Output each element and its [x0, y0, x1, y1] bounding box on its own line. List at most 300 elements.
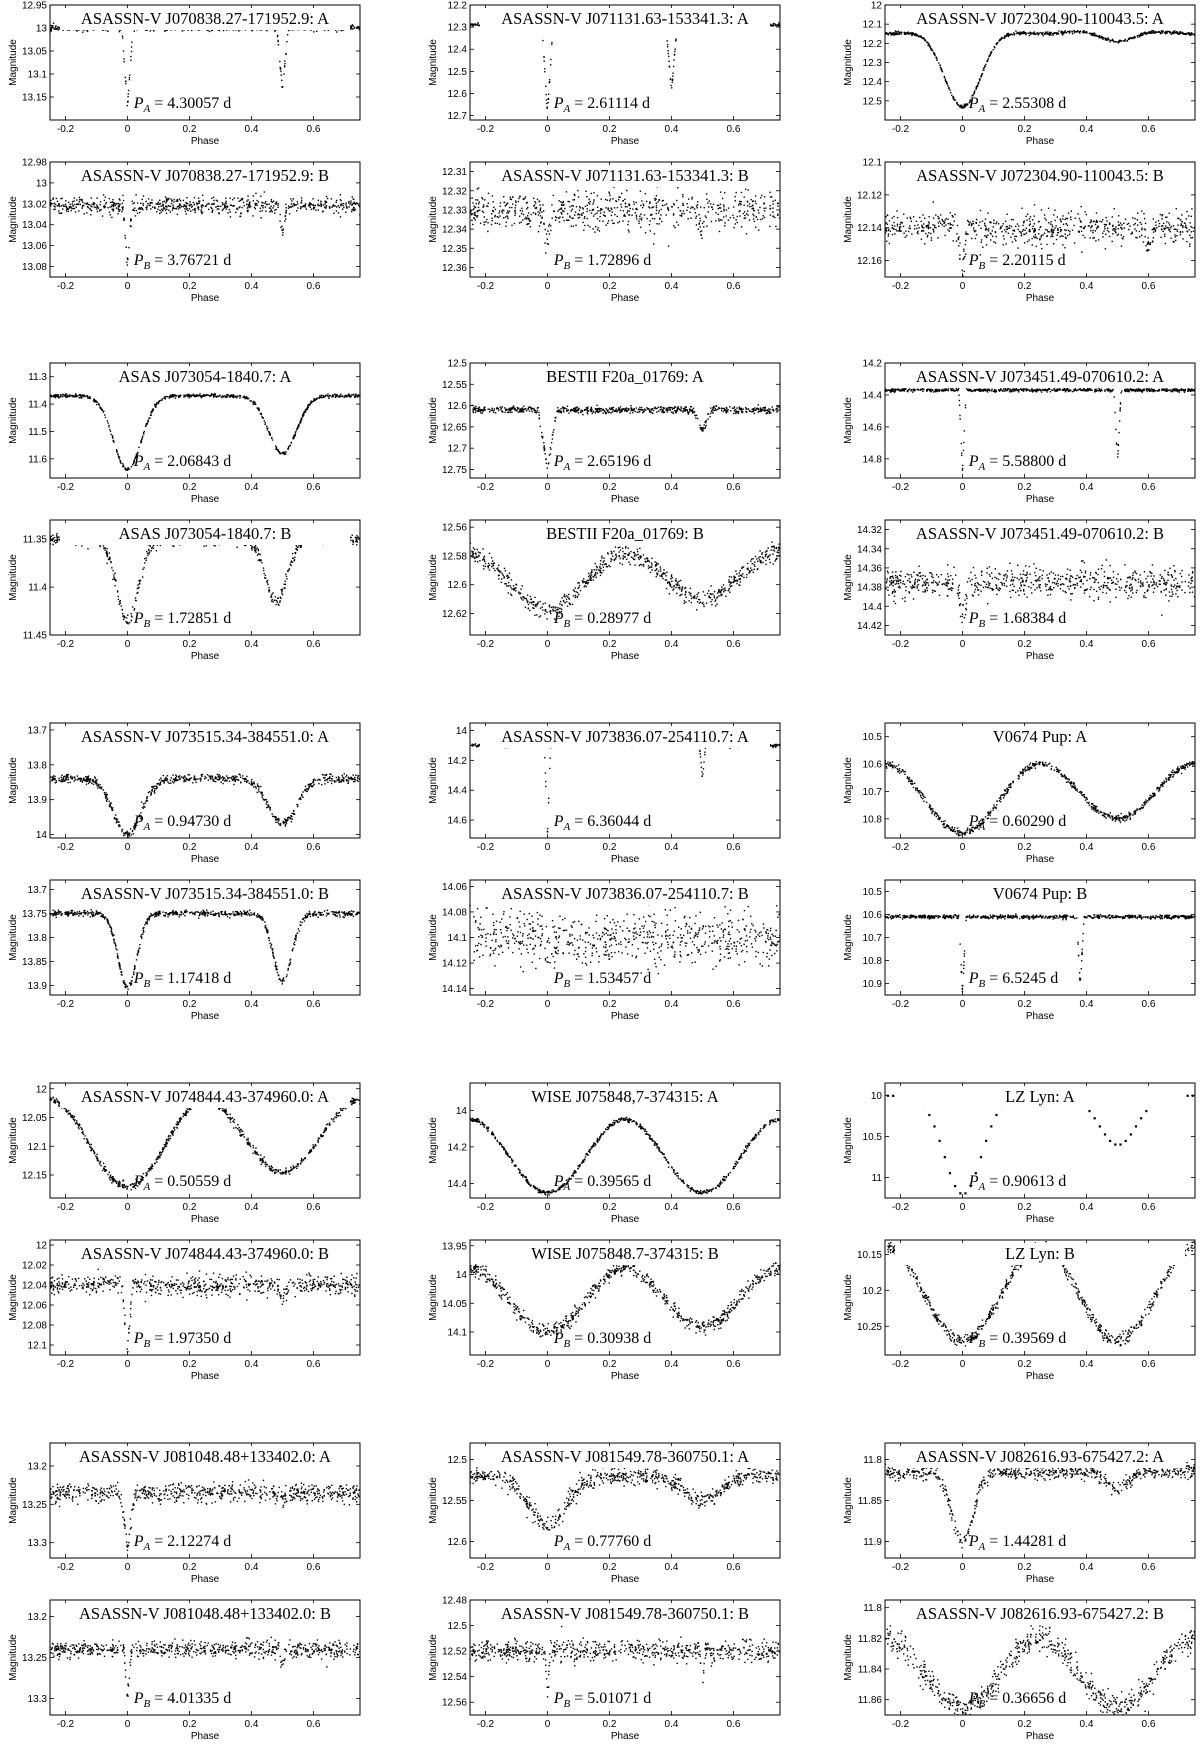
data-point: [225, 201, 226, 202]
data-point: [73, 396, 74, 397]
data-point: [599, 230, 600, 231]
data-point: [471, 220, 472, 221]
data-point: [119, 31, 120, 32]
data-point: [696, 205, 697, 206]
data-point: [162, 210, 163, 211]
data-point: [315, 209, 316, 210]
data-point: [1181, 223, 1182, 224]
data-point: [507, 218, 508, 219]
data-point: [944, 219, 945, 220]
data-point: [171, 203, 172, 204]
data-point: [247, 195, 248, 196]
data-point: [1144, 218, 1145, 219]
data-point: [642, 207, 643, 208]
data-point: [148, 198, 149, 199]
data-point: [1175, 32, 1176, 33]
chart-panel: [428, 1, 780, 148]
data-point: [1115, 232, 1116, 233]
data-point: [1021, 235, 1022, 236]
data-point: [130, 60, 131, 61]
data-point: [1045, 33, 1046, 34]
data-point: [74, 204, 75, 205]
data-point: [584, 216, 585, 217]
y-tick-label: 12: [871, 1, 883, 12]
data-point: [773, 23, 774, 24]
data-point: [143, 195, 144, 196]
data-point: [924, 38, 925, 39]
data-point: [659, 210, 660, 211]
data-point: [99, 204, 100, 205]
data-point: [350, 202, 351, 203]
data-point: [687, 203, 688, 204]
data-point: [553, 195, 554, 196]
data-point: [619, 221, 620, 222]
data-point: [752, 201, 753, 202]
data-point: [1044, 233, 1045, 234]
data-point: [913, 33, 914, 34]
data-point: [170, 211, 171, 212]
data-point: [1141, 210, 1142, 211]
data-point: [331, 198, 332, 199]
data-point: [979, 79, 980, 80]
data-point: [281, 87, 282, 88]
data-point: [126, 262, 127, 263]
data-point: [62, 204, 63, 205]
data-point: [350, 28, 351, 29]
data-point: [764, 210, 765, 211]
data-point: [1133, 224, 1134, 225]
data-point: [97, 211, 98, 212]
data-point: [491, 213, 492, 214]
data-point: [265, 211, 266, 212]
data-point: [139, 207, 140, 208]
data-point: [541, 218, 542, 219]
data-point: [740, 203, 741, 204]
data-point: [656, 203, 657, 204]
data-point: [227, 212, 228, 213]
data-point: [1146, 32, 1147, 33]
data-point: [1079, 218, 1080, 219]
data-point: [475, 207, 476, 208]
data-point: [739, 201, 740, 202]
period-subscript: B: [143, 260, 150, 272]
data-point: [1169, 229, 1170, 230]
data-point: [756, 216, 757, 217]
data-point: [487, 222, 488, 223]
data-point: [310, 207, 311, 208]
data-point: [945, 80, 946, 81]
data-point: [572, 209, 573, 210]
data-point: [91, 197, 92, 198]
data-point: [1186, 218, 1187, 219]
data-point: [514, 211, 515, 212]
data-point: [674, 204, 675, 205]
data-point: [1102, 236, 1103, 237]
data-point: [764, 203, 765, 204]
data-point: [345, 204, 346, 205]
data-point: [1182, 227, 1183, 228]
data-point: [159, 213, 160, 214]
data-point: [476, 203, 477, 204]
data-point: [1097, 226, 1098, 227]
data-point: [55, 27, 56, 28]
data-point: [86, 395, 87, 396]
data-point: [1030, 223, 1031, 224]
data-point: [157, 209, 158, 210]
data-point: [690, 207, 691, 208]
data-point: [599, 220, 600, 221]
data-point: [1090, 219, 1091, 220]
data-point: [1036, 246, 1037, 247]
data-point: [649, 230, 650, 231]
data-point: [1035, 234, 1036, 235]
data-point: [723, 204, 724, 205]
data-point: [488, 203, 489, 204]
data-point: [501, 211, 502, 212]
y-tick-label: 12.5: [448, 67, 468, 78]
data-point: [215, 395, 216, 396]
data-point: [539, 204, 540, 205]
data-point: [749, 203, 750, 204]
data-point: [668, 210, 669, 211]
data-point: [701, 234, 702, 235]
data-point: [110, 202, 111, 203]
data-point: [586, 208, 587, 209]
data-point: [576, 206, 577, 207]
data-point: [592, 228, 593, 229]
data-point: [1124, 227, 1125, 228]
data-point: [280, 227, 281, 228]
data-point: [1108, 39, 1109, 40]
data-point: [744, 215, 745, 216]
data-point: [317, 203, 318, 204]
data-point: [86, 212, 87, 213]
data-point: [353, 25, 354, 26]
data-point: [550, 225, 551, 226]
data-point: [1012, 241, 1013, 242]
data-point: [350, 25, 351, 26]
data-point: [888, 235, 889, 236]
period-subscript: A: [142, 103, 150, 115]
data-point: [636, 215, 637, 216]
data-point: [1045, 219, 1046, 220]
data-point: [546, 233, 547, 234]
data-point: [144, 431, 145, 432]
data-point: [575, 211, 576, 212]
data-point: [1003, 235, 1004, 236]
data-point: [1008, 33, 1009, 34]
data-point: [1103, 37, 1104, 38]
data-point: [254, 207, 255, 208]
data-point: [1048, 208, 1049, 209]
data-point: [1065, 30, 1066, 31]
data-point: [198, 200, 199, 201]
data-point: [186, 206, 187, 207]
data-point: [165, 209, 166, 210]
data-point: [672, 75, 673, 76]
data-point: [733, 206, 734, 207]
data-point: [225, 197, 226, 198]
data-point: [230, 216, 231, 217]
data-point: [151, 199, 152, 200]
data-point: [1155, 230, 1156, 231]
data-point: [168, 198, 169, 199]
data-point: [512, 203, 513, 204]
data-point: [53, 209, 54, 210]
data-point: [962, 259, 963, 260]
data-point: [1164, 236, 1165, 237]
data-point: [749, 219, 750, 220]
data-point: [706, 217, 707, 218]
data-point: [1053, 243, 1054, 244]
data-point: [527, 215, 528, 216]
data-point: [1126, 40, 1127, 41]
data-point: [237, 209, 238, 210]
x-tick-label: 0.2: [183, 281, 197, 292]
data-point: [249, 202, 250, 203]
data-point: [896, 230, 897, 231]
data-point: [986, 244, 987, 245]
data-point: [291, 203, 292, 204]
data-point: [923, 223, 924, 224]
data-point: [105, 417, 106, 418]
data-point: [75, 211, 76, 212]
data-point: [109, 206, 110, 207]
data-point: [1023, 229, 1024, 230]
data-point: [1042, 34, 1043, 35]
data-point: [1015, 240, 1016, 241]
data-point: [272, 207, 273, 208]
y-tick-label: 12.12: [857, 190, 882, 201]
data-point: [719, 231, 720, 232]
data-point: [314, 398, 315, 399]
data-point: [696, 224, 697, 225]
data-point: [698, 223, 699, 224]
data-point: [753, 207, 754, 208]
data-point: [674, 227, 675, 228]
data-point: [277, 40, 278, 41]
data-point: [472, 24, 473, 25]
data-point: [185, 211, 186, 212]
data-point: [924, 40, 925, 41]
data-point: [247, 211, 248, 212]
data-point: [892, 234, 893, 235]
data-point: [1102, 219, 1103, 220]
data-point: [559, 200, 560, 201]
data-point: [959, 106, 960, 107]
data-point: [697, 207, 698, 208]
data-point: [499, 224, 500, 225]
data-point: [1050, 223, 1051, 224]
data-point: [103, 206, 104, 207]
data-point: [965, 233, 966, 234]
data-point: [194, 204, 195, 205]
data-point: [164, 396, 165, 397]
data-point: [134, 202, 135, 203]
data-point: [553, 210, 554, 211]
data-point: [140, 209, 141, 210]
data-point: [1009, 225, 1010, 226]
data-point: [198, 197, 199, 198]
data-point: [1169, 231, 1170, 232]
data-point: [277, 36, 278, 37]
data-point: [127, 264, 128, 265]
data-point: [475, 219, 476, 220]
data-point: [103, 194, 104, 195]
data-point: [954, 214, 955, 215]
data-point: [1057, 228, 1058, 229]
data-point: [916, 35, 917, 36]
data-point: [636, 218, 637, 219]
data-point: [518, 198, 519, 199]
data-point: [711, 206, 712, 207]
data-point: [779, 24, 780, 25]
data-point: [683, 213, 684, 214]
data-point: [260, 208, 261, 209]
data-point: [735, 219, 736, 220]
data-point: [296, 210, 297, 211]
x-tick-label: 0.2: [1018, 124, 1032, 135]
y-tick-label: 12.36: [442, 263, 467, 274]
data-point: [477, 199, 478, 200]
data-point: [1013, 230, 1014, 231]
data-point: [933, 52, 934, 53]
data-point: [1025, 32, 1026, 33]
data-point: [348, 201, 349, 202]
data-point: [1062, 33, 1063, 34]
data-point: [618, 196, 619, 197]
data-point: [116, 207, 117, 208]
data-point: [548, 93, 549, 94]
x-tick-label: 0.4: [245, 124, 259, 135]
data-point: [627, 224, 628, 225]
data-point: [941, 70, 942, 71]
data-point: [917, 224, 918, 225]
data-point: [1035, 230, 1036, 231]
data-point: [896, 210, 897, 211]
data-point: [971, 238, 972, 239]
data-point: [1048, 222, 1049, 223]
data-point: [686, 210, 687, 211]
data-point: [1107, 227, 1108, 228]
data-point: [64, 205, 65, 206]
data-point: [1030, 231, 1031, 232]
data-point: [1140, 34, 1141, 35]
data-point: [1003, 238, 1004, 239]
data-point: [560, 201, 561, 202]
data-point: [150, 30, 151, 31]
data-point: [1114, 41, 1115, 42]
data-point: [646, 201, 647, 202]
data-point: [164, 208, 165, 209]
data-point: [486, 219, 487, 220]
data-point: [1099, 221, 1100, 222]
data-point: [937, 237, 938, 238]
data-point: [326, 205, 327, 206]
data-point: [278, 44, 279, 45]
data-point: [993, 226, 994, 227]
data-point: [1107, 37, 1108, 38]
data-point: [1002, 244, 1003, 245]
data-point: [358, 26, 359, 27]
data-point: [1096, 228, 1097, 229]
data-point: [194, 208, 195, 209]
data-point: [186, 203, 187, 204]
x-tick-label: 0.4: [1080, 281, 1094, 292]
y-axis-label: Magnitude: [843, 39, 854, 86]
data-point: [247, 199, 248, 200]
data-point: [97, 207, 98, 208]
data-point: [649, 201, 650, 202]
data-point: [222, 204, 223, 205]
data-point: [633, 201, 634, 202]
data-point: [134, 207, 135, 208]
data-point: [82, 396, 83, 397]
data-point: [1134, 36, 1135, 37]
data-point: [561, 204, 562, 205]
data-point: [950, 224, 951, 225]
data-point: [297, 207, 298, 208]
data-point: [329, 395, 330, 396]
data-point: [290, 198, 291, 199]
data-point: [274, 30, 275, 31]
data-point: [1018, 225, 1019, 226]
data-point: [118, 205, 119, 206]
data-point: [53, 197, 54, 198]
data-point: [1119, 41, 1120, 42]
data-point: [170, 206, 171, 207]
data-point: [1032, 228, 1033, 229]
data-point: [1068, 212, 1069, 213]
data-point: [272, 211, 273, 212]
data-point: [122, 37, 123, 38]
data-point: [527, 202, 528, 203]
data-point: [920, 36, 921, 37]
period-equals: =: [150, 95, 167, 112]
data-point: [514, 223, 515, 224]
data-point: [301, 200, 302, 201]
data-point: [113, 206, 114, 207]
data-point: [631, 215, 632, 216]
data-point: [89, 204, 90, 205]
data-point: [1063, 224, 1064, 225]
data-point: [969, 223, 970, 224]
data-point: [779, 211, 780, 212]
data-point: [930, 48, 931, 49]
data-point: [735, 223, 736, 224]
data-point: [112, 210, 113, 211]
data-point: [51, 29, 52, 30]
data-point: [72, 203, 73, 204]
data-point: [527, 217, 528, 218]
data-point: [932, 50, 933, 51]
data-point: [903, 32, 904, 33]
data-point: [990, 222, 991, 223]
data-point: [473, 208, 474, 209]
data-point: [199, 395, 200, 396]
data-point: [174, 208, 175, 209]
data-point: [485, 221, 486, 222]
data-point: [1025, 34, 1026, 35]
data-point: [201, 205, 202, 206]
data-point: [173, 199, 174, 200]
data-point: [986, 237, 987, 238]
data-point: [1067, 225, 1068, 226]
data-point: [969, 221, 970, 222]
data-point: [482, 211, 483, 212]
data-point: [197, 395, 198, 396]
data-point: [980, 254, 981, 255]
